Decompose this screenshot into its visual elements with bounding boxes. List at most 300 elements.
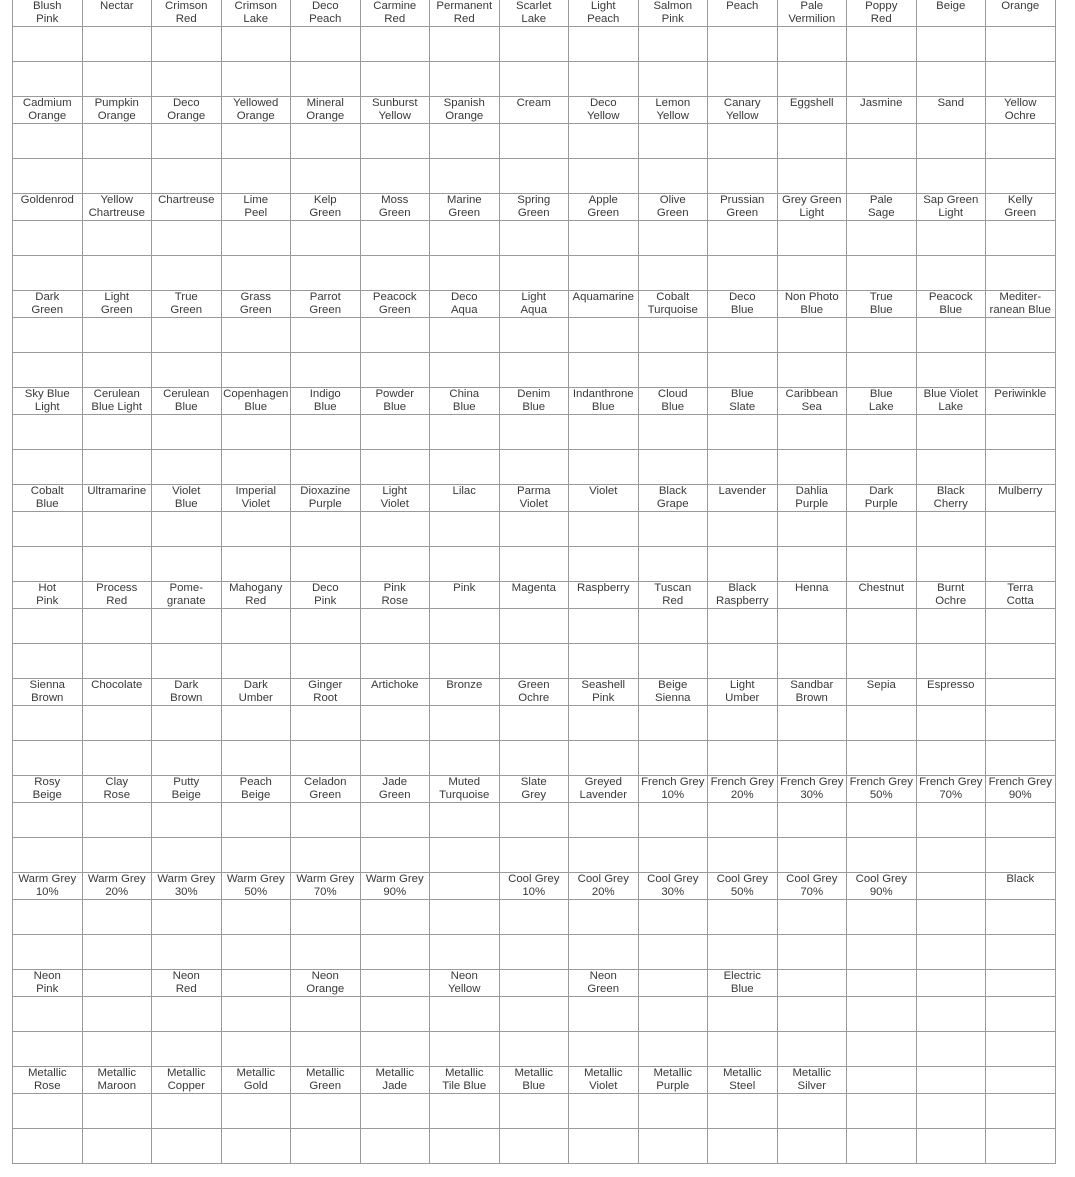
swatch-row [13,159,1056,194]
swatch-cell [430,318,500,353]
swatch-row [13,838,1056,873]
swatch-cell [708,900,778,935]
color-name-cell: Dark Umber [221,679,291,706]
swatch-cell [221,159,291,194]
swatch-cell [847,1094,917,1129]
swatch-cell [916,1094,986,1129]
color-name-cell [916,1067,986,1094]
swatch-cell [499,803,569,838]
swatch-cell [360,1032,430,1067]
swatch-cell [847,900,917,935]
swatch-cell [638,706,708,741]
color-name-cell [638,970,708,997]
color-name-row [13,388,1056,415]
color-name-cell: Bronze [430,679,500,706]
swatch-cell [986,1032,1056,1067]
swatch-cell [708,644,778,679]
swatch-cell [152,706,222,741]
swatch-cell [777,415,847,450]
swatch-row [13,124,1056,159]
swatch-cell [638,1032,708,1067]
color-name-cell: Metallic Copper [152,1067,222,1094]
swatch-cell [360,838,430,873]
swatch-cell [499,609,569,644]
color-name-cell: Blue Violet Lake [916,388,986,415]
color-name-cell: Powder Blue [360,388,430,415]
swatch-cell [569,741,639,776]
swatch-cell [430,838,500,873]
swatch-cell [430,256,500,291]
swatch-cell [986,609,1056,644]
color-name-cell: Light Aqua [499,291,569,318]
swatch-cell [82,450,152,485]
swatch-cell [291,62,361,97]
swatch-cell [708,547,778,582]
swatch-cell [221,1032,291,1067]
swatch-cell [986,706,1056,741]
swatch-cell [360,547,430,582]
color-name-cell: Salmon Pink [638,0,708,27]
swatch-cell [708,706,778,741]
swatch-cell [986,900,1056,935]
swatch-cell [708,1094,778,1129]
swatch-cell [82,124,152,159]
color-name-cell: Burnt Ochre [916,582,986,609]
color-name-cell: Dioxazine Purple [291,485,361,512]
swatch-cell [499,450,569,485]
swatch-cell [638,353,708,388]
swatch-row [13,318,1056,353]
swatch-cell [499,1032,569,1067]
swatch-cell [221,256,291,291]
color-name-cell: Neon Red [152,970,222,997]
swatch-cell [916,318,986,353]
color-name-cell: Pome- granate [152,582,222,609]
swatch-cell [986,415,1056,450]
color-name-cell [986,1067,1056,1094]
swatch-cell [291,221,361,256]
swatch-cell [916,450,986,485]
color-name-cell: Mediter- ranean Blue [986,291,1056,318]
color-name-cell: Deco Blue [708,291,778,318]
swatch-cell [708,997,778,1032]
swatch-cell [569,159,639,194]
swatch-cell [152,547,222,582]
swatch-cell [360,512,430,547]
swatch-cell [221,838,291,873]
swatch-cell [82,997,152,1032]
swatch-row [13,415,1056,450]
swatch-cell [430,353,500,388]
swatch-cell [777,706,847,741]
swatch-cell [291,353,361,388]
swatch-row [13,547,1056,582]
swatch-cell [708,512,778,547]
swatch-cell [708,609,778,644]
swatch-cell [708,124,778,159]
swatch-cell [152,353,222,388]
swatch-cell [291,256,361,291]
color-name-row [13,873,1056,900]
swatch-cell [152,838,222,873]
swatch-row [13,741,1056,776]
swatch-cell [569,124,639,159]
color-name-cell: Ultramarine [82,485,152,512]
color-name-cell: Parrot Green [291,291,361,318]
swatch-row [13,997,1056,1032]
color-name-cell: Lilac [430,485,500,512]
swatch-cell [569,62,639,97]
swatch-cell [360,997,430,1032]
color-name-cell: Aquamarine [569,291,639,318]
swatch-cell [152,644,222,679]
swatch-cell [360,900,430,935]
swatch-cell [986,159,1056,194]
swatch-cell [430,900,500,935]
swatch-cell [777,1032,847,1067]
swatch-cell [430,62,500,97]
color-name-cell: Warm Grey 30% [152,873,222,900]
swatch-cell [847,62,917,97]
color-name-cell: Mulberry [986,485,1056,512]
color-name-cell: Kelp Green [291,194,361,221]
swatch-cell [82,644,152,679]
swatch-cell [708,935,778,970]
swatch-cell [847,609,917,644]
color-name-cell: Crimson Lake [221,0,291,27]
swatch-cell [360,159,430,194]
swatch-cell [916,935,986,970]
swatch-cell [221,221,291,256]
swatch-cell [82,900,152,935]
swatch-cell [13,609,83,644]
color-name-cell: Light Violet [360,485,430,512]
swatch-cell [360,124,430,159]
color-name-cell: Spanish Orange [430,97,500,124]
swatch-cell [708,353,778,388]
swatch-cell [986,644,1056,679]
swatch-cell [986,547,1056,582]
color-name-cell: Sky Blue Light [13,388,83,415]
swatch-cell [291,1032,361,1067]
swatch-cell [569,706,639,741]
swatch-cell [360,706,430,741]
color-name-cell: Non Photo Blue [777,291,847,318]
swatch-cell [986,741,1056,776]
color-name-cell [916,873,986,900]
swatch-cell [847,741,917,776]
swatch-cell [360,256,430,291]
color-name-cell: Metallic Jade [360,1067,430,1094]
swatch-cell [916,644,986,679]
swatch-cell [986,1094,1056,1129]
color-name-cell: Cool Grey 90% [847,873,917,900]
color-name-cell: Sand [916,97,986,124]
color-name-cell: Carmine Red [360,0,430,27]
swatch-cell [82,1129,152,1164]
swatch-cell [291,159,361,194]
swatch-cell [916,1032,986,1067]
color-name-cell: Warm Grey 10% [13,873,83,900]
swatch-cell [221,547,291,582]
color-name-row [13,97,1056,124]
swatch-cell [221,900,291,935]
color-name-cell: Orange [986,0,1056,27]
color-name-cell: Marine Green [430,194,500,221]
color-name-cell: Indanthrone Blue [569,388,639,415]
color-name-cell: Light Green [82,291,152,318]
swatch-cell [638,935,708,970]
color-name-cell: Canary Yellow [708,97,778,124]
color-name-cell: Parma Violet [499,485,569,512]
swatch-cell [221,935,291,970]
swatch-cell [777,124,847,159]
color-name-cell: Prussian Green [708,194,778,221]
swatch-cell [291,318,361,353]
swatch-cell [708,838,778,873]
swatch-cell [916,547,986,582]
swatch-cell [291,415,361,450]
color-name-cell: Kelly Green [986,194,1056,221]
swatch-cell [13,838,83,873]
color-name-cell: Indigo Blue [291,388,361,415]
swatch-cell [430,221,500,256]
color-name-cell [986,679,1056,706]
color-name-cell [847,970,917,997]
swatch-cell [777,838,847,873]
swatch-cell [152,450,222,485]
swatch-cell [221,318,291,353]
swatch-cell [13,803,83,838]
color-name-cell: Muted Turquoise [430,776,500,803]
swatch-cell [916,838,986,873]
color-name-row [13,1067,1056,1094]
color-name-cell: French Grey 90% [986,776,1056,803]
swatch-cell [569,221,639,256]
color-name-row [13,291,1056,318]
color-name-cell: Jasmine [847,97,917,124]
color-name-cell: Black Grape [638,485,708,512]
swatch-cell [569,415,639,450]
swatch-cell [360,609,430,644]
swatch-cell [360,318,430,353]
swatch-cell [430,547,500,582]
color-name-row [13,679,1056,706]
swatch-cell [638,256,708,291]
swatch-cell [569,803,639,838]
swatch-cell [291,27,361,62]
swatch-cell [291,124,361,159]
swatch-cell [13,353,83,388]
swatch-cell [986,450,1056,485]
swatch-cell [847,353,917,388]
color-name-cell: Metallic Silver [777,1067,847,1094]
swatch-cell [152,609,222,644]
color-name-cell: Peacock Blue [916,291,986,318]
swatch-cell [13,706,83,741]
swatch-row [13,450,1056,485]
color-name-cell: Chartreuse [152,194,222,221]
swatch-cell [916,124,986,159]
swatch-cell [708,318,778,353]
color-name-cell [916,970,986,997]
swatch-cell [708,1032,778,1067]
color-name-cell [221,970,291,997]
swatch-cell [569,900,639,935]
swatch-cell [430,1032,500,1067]
swatch-cell [777,900,847,935]
swatch-cell [291,935,361,970]
swatch-cell [777,221,847,256]
color-name-cell: Cool Grey 10% [499,873,569,900]
swatch-cell [986,935,1056,970]
swatch-cell [13,256,83,291]
swatch-cell [638,450,708,485]
color-name-cell: True Blue [847,291,917,318]
color-name-cell: Caribbean Sea [777,388,847,415]
swatch-cell [638,644,708,679]
color-name-cell: Magenta [499,582,569,609]
swatch-cell [291,706,361,741]
swatch-cell [638,1094,708,1129]
swatch-cell [499,256,569,291]
color-name-cell: Deco Pink [291,582,361,609]
swatch-cell [777,997,847,1032]
swatch-row [13,1094,1056,1129]
color-name-row [13,776,1056,803]
swatch-cell [430,741,500,776]
color-name-cell: Neon Orange [291,970,361,997]
color-name-cell: Sap Green Light [916,194,986,221]
color-name-cell [499,970,569,997]
swatch-cell [847,547,917,582]
swatch-cell [638,62,708,97]
swatch-cell [569,935,639,970]
swatch-cell [499,547,569,582]
color-name-cell: Metallic Steel [708,1067,778,1094]
swatch-cell [291,450,361,485]
swatch-cell [152,512,222,547]
swatch-cell [847,318,917,353]
color-name-cell: Green Ochre [499,679,569,706]
swatch-cell [13,1032,83,1067]
swatch-cell [986,124,1056,159]
color-name-cell: Lemon Yellow [638,97,708,124]
swatch-cell [82,318,152,353]
color-name-cell: Cool Grey 30% [638,873,708,900]
swatch-cell [360,221,430,256]
color-name-cell: Chestnut [847,582,917,609]
swatch-cell [638,741,708,776]
color-name-cell: Dark Brown [152,679,222,706]
color-name-cell: Metallic Rose [13,1067,83,1094]
swatch-row [13,935,1056,970]
swatch-cell [152,997,222,1032]
color-name-cell [847,1067,917,1094]
swatch-cell [13,997,83,1032]
swatch-cell [986,318,1056,353]
swatch-cell [82,221,152,256]
swatch-cell [82,62,152,97]
swatch-cell [847,221,917,256]
swatch-cell [221,124,291,159]
swatch-row [13,256,1056,291]
swatch-cell [708,1129,778,1164]
color-name-cell: Metallic Gold [221,1067,291,1094]
color-name-cell: Dark Purple [847,485,917,512]
color-name-cell: Slate Grey [499,776,569,803]
color-name-cell: Violet [569,485,639,512]
swatch-row [13,512,1056,547]
swatch-cell [221,1129,291,1164]
color-name-cell: Grey Green Light [777,194,847,221]
swatch-cell [569,997,639,1032]
color-name-cell: Neon Yellow [430,970,500,997]
color-name-cell: Black [986,873,1056,900]
swatch-cell [986,27,1056,62]
color-name-cell: Olive Green [638,194,708,221]
color-name-cell: Beige Sienna [638,679,708,706]
swatch-cell [569,547,639,582]
color-name-cell: Peacock Green [360,291,430,318]
swatch-row [13,353,1056,388]
swatch-cell [82,609,152,644]
swatch-cell [638,512,708,547]
color-name-cell [777,970,847,997]
swatch-cell [916,609,986,644]
swatch-cell [152,1094,222,1129]
swatch-cell [13,221,83,256]
color-name-cell: Black Raspberry [708,582,778,609]
swatch-cell [986,256,1056,291]
color-name-cell: Light Umber [708,679,778,706]
swatch-cell [152,318,222,353]
swatch-cell [360,644,430,679]
swatch-cell [152,1032,222,1067]
swatch-cell [360,353,430,388]
swatch-cell [13,935,83,970]
color-name-cell: Dark Green [13,291,83,318]
swatch-cell [569,353,639,388]
swatch-cell [291,512,361,547]
color-name-cell: Terra Cotta [986,582,1056,609]
swatch-cell [986,838,1056,873]
swatch-cell [152,159,222,194]
swatch-cell [986,512,1056,547]
swatch-cell [708,415,778,450]
swatch-cell [82,1032,152,1067]
swatch-cell [430,706,500,741]
swatch-cell [430,1129,500,1164]
color-name-cell: Warm Grey 90% [360,873,430,900]
swatch-cell [499,124,569,159]
color-name-cell [986,970,1056,997]
swatch-cell [777,609,847,644]
swatch-cell [221,609,291,644]
swatch-cell [499,1094,569,1129]
swatch-cell [82,803,152,838]
color-name-cell: Deco Aqua [430,291,500,318]
color-name-cell: Grass Green [221,291,291,318]
swatch-cell [569,1129,639,1164]
color-name-cell: Greyed Lavender [569,776,639,803]
color-name-cell: Henna [777,582,847,609]
color-name-cell: Warm Grey 70% [291,873,361,900]
color-name-cell: Goldenrod [13,194,83,221]
swatch-cell [847,803,917,838]
swatch-cell [152,741,222,776]
swatch-cell [638,838,708,873]
